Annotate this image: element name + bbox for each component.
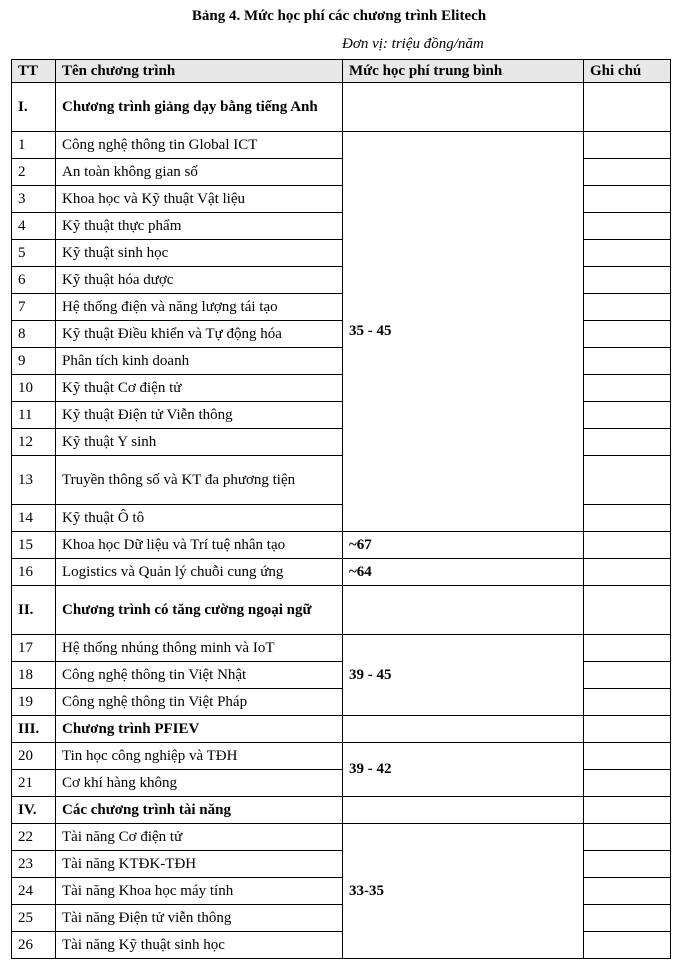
row-tt: 9 xyxy=(12,348,56,375)
row-name: Hệ thống điện và năng lượng tái tạo xyxy=(56,294,343,321)
fee-cell: ~64 xyxy=(343,559,584,586)
row-tt: 15 xyxy=(12,532,56,559)
section-id: I. xyxy=(12,83,56,132)
row-name: Kỹ thuật Điện tử Viễn thông xyxy=(56,402,343,429)
note-cell xyxy=(584,743,671,770)
row-tt: 16 xyxy=(12,559,56,586)
row-name: Tin học công nghiệp và TĐH xyxy=(56,743,343,770)
section-id: II. xyxy=(12,586,56,635)
table-title: Bảng 4. Mức học phí các chương trình Elitech xyxy=(191,8,487,24)
row-tt: 11 xyxy=(12,402,56,429)
row-tt: 6 xyxy=(12,267,56,294)
fee-cell: 39 - 45 xyxy=(343,635,584,716)
note-cell xyxy=(584,559,671,586)
row-name: Công nghệ thông tin Global ICT xyxy=(56,132,343,159)
note-cell xyxy=(584,662,671,689)
row-name: An toàn không gian số xyxy=(56,159,343,186)
note-cell xyxy=(584,213,671,240)
row-name: Tài năng Khoa học máy tính xyxy=(56,878,343,905)
note-cell xyxy=(584,878,671,905)
unit-note: Đơn vị: triệu đồng/năm xyxy=(342,36,484,52)
table-row xyxy=(12,635,671,662)
note-cell xyxy=(584,348,671,375)
section-id: IV. xyxy=(12,797,56,824)
row-name: Khoa học và Kỹ thuật Vật liệu xyxy=(56,186,343,213)
section-title: Chương trình có tăng cường ngoại ngữ xyxy=(56,586,343,635)
note-cell xyxy=(584,635,671,662)
row-name: Tài năng Điện tử viễn thông xyxy=(56,905,343,932)
fee-cell xyxy=(343,586,584,635)
table-row xyxy=(12,824,671,851)
tuition-table xyxy=(11,59,671,959)
note-cell xyxy=(584,932,671,959)
fee-cell: 33-35 xyxy=(343,824,584,959)
note-cell xyxy=(584,186,671,213)
row-name: Tài năng Kỹ thuật sinh học xyxy=(56,932,343,959)
note-cell xyxy=(584,797,671,824)
fee-cell: 35 - 45 xyxy=(343,132,584,532)
note-cell xyxy=(584,456,671,505)
row-tt: 26 xyxy=(12,932,56,959)
note-cell xyxy=(584,505,671,532)
fee-cell: 39 - 42 xyxy=(343,743,584,797)
note-cell xyxy=(584,532,671,559)
header-fee: Mức học phí trung bình xyxy=(343,60,584,83)
table-row xyxy=(12,559,671,586)
note-cell xyxy=(584,716,671,743)
note-cell xyxy=(584,586,671,635)
row-name: Kỹ thuật hóa dược xyxy=(56,267,343,294)
row-tt: 4 xyxy=(12,213,56,240)
row-tt: 1 xyxy=(12,132,56,159)
section-row xyxy=(12,716,671,743)
section-row xyxy=(12,586,671,635)
note-cell xyxy=(584,159,671,186)
row-name: Kỹ thuật Cơ điện tử xyxy=(56,375,343,402)
fee-cell xyxy=(343,716,584,743)
section-title: Chương trình PFIEV xyxy=(56,716,343,743)
row-name: Kỹ thuật Điều khiển và Tự động hóa xyxy=(56,321,343,348)
row-tt: 8 xyxy=(12,321,56,348)
row-tt: 17 xyxy=(12,635,56,662)
row-name: Kỹ thuật sinh học xyxy=(56,240,343,267)
header-tt: TT xyxy=(12,60,56,83)
row-tt: 20 xyxy=(12,743,56,770)
row-name: Khoa học Dữ liệu và Trí tuệ nhân tạo xyxy=(56,532,343,559)
header-note: Ghi chú xyxy=(584,60,671,83)
row-tt: 12 xyxy=(12,429,56,456)
row-tt: 2 xyxy=(12,159,56,186)
note-cell xyxy=(584,375,671,402)
note-cell xyxy=(584,851,671,878)
note-cell xyxy=(584,240,671,267)
header-row xyxy=(12,60,671,83)
table-row xyxy=(12,743,671,770)
row-tt: 7 xyxy=(12,294,56,321)
row-name: Công nghệ thông tin Việt Nhật xyxy=(56,662,343,689)
note-cell xyxy=(584,770,671,797)
fee-cell xyxy=(343,797,584,824)
row-name: Phân tích kinh doanh xyxy=(56,348,343,375)
fee-cell: ~67 xyxy=(343,532,584,559)
row-name: Kỹ thuật Y sinh xyxy=(56,429,343,456)
row-name: Tài năng KTĐK-TĐH xyxy=(56,851,343,878)
note-cell xyxy=(584,402,671,429)
note-cell xyxy=(584,132,671,159)
row-tt: 19 xyxy=(12,689,56,716)
row-name: Cơ khí hàng không xyxy=(56,770,343,797)
row-name: Kỹ thuật thực phẩm xyxy=(56,213,343,240)
row-name: Công nghệ thông tin Việt Pháp xyxy=(56,689,343,716)
section-row xyxy=(12,797,671,824)
row-tt: 23 xyxy=(12,851,56,878)
row-tt: 22 xyxy=(12,824,56,851)
row-tt: 25 xyxy=(12,905,56,932)
note-cell xyxy=(584,294,671,321)
row-tt: 10 xyxy=(12,375,56,402)
table-row xyxy=(12,132,671,159)
row-name: Kỹ thuật Ô tô xyxy=(56,505,343,532)
fee-cell xyxy=(343,83,584,132)
note-cell xyxy=(584,905,671,932)
row-tt: 24 xyxy=(12,878,56,905)
row-tt: 3 xyxy=(12,186,56,213)
row-tt: 5 xyxy=(12,240,56,267)
row-tt: 14 xyxy=(12,505,56,532)
row-name: Truyền thông số và KT đa phương tiện xyxy=(56,456,343,505)
header-name: Tên chương trình xyxy=(56,60,343,83)
row-tt: 18 xyxy=(12,662,56,689)
row-name: Hệ thống nhúng thông minh và IoT xyxy=(56,635,343,662)
section-title: Chương trình giảng dạy bằng tiếng Anh xyxy=(56,83,343,132)
note-cell xyxy=(584,321,671,348)
section-row xyxy=(12,83,671,132)
note-cell xyxy=(584,429,671,456)
section-title: Các chương trình tài năng xyxy=(56,797,343,824)
row-name: Logistics và Quản lý chuỗi cung ứng xyxy=(56,559,343,586)
note-cell xyxy=(584,267,671,294)
section-id: III. xyxy=(12,716,56,743)
row-tt: 21 xyxy=(12,770,56,797)
note-cell xyxy=(584,83,671,132)
table-row xyxy=(12,532,671,559)
note-cell xyxy=(584,824,671,851)
row-name: Tài năng Cơ điện tử xyxy=(56,824,343,851)
note-cell xyxy=(584,689,671,716)
row-tt: 13 xyxy=(12,456,56,505)
